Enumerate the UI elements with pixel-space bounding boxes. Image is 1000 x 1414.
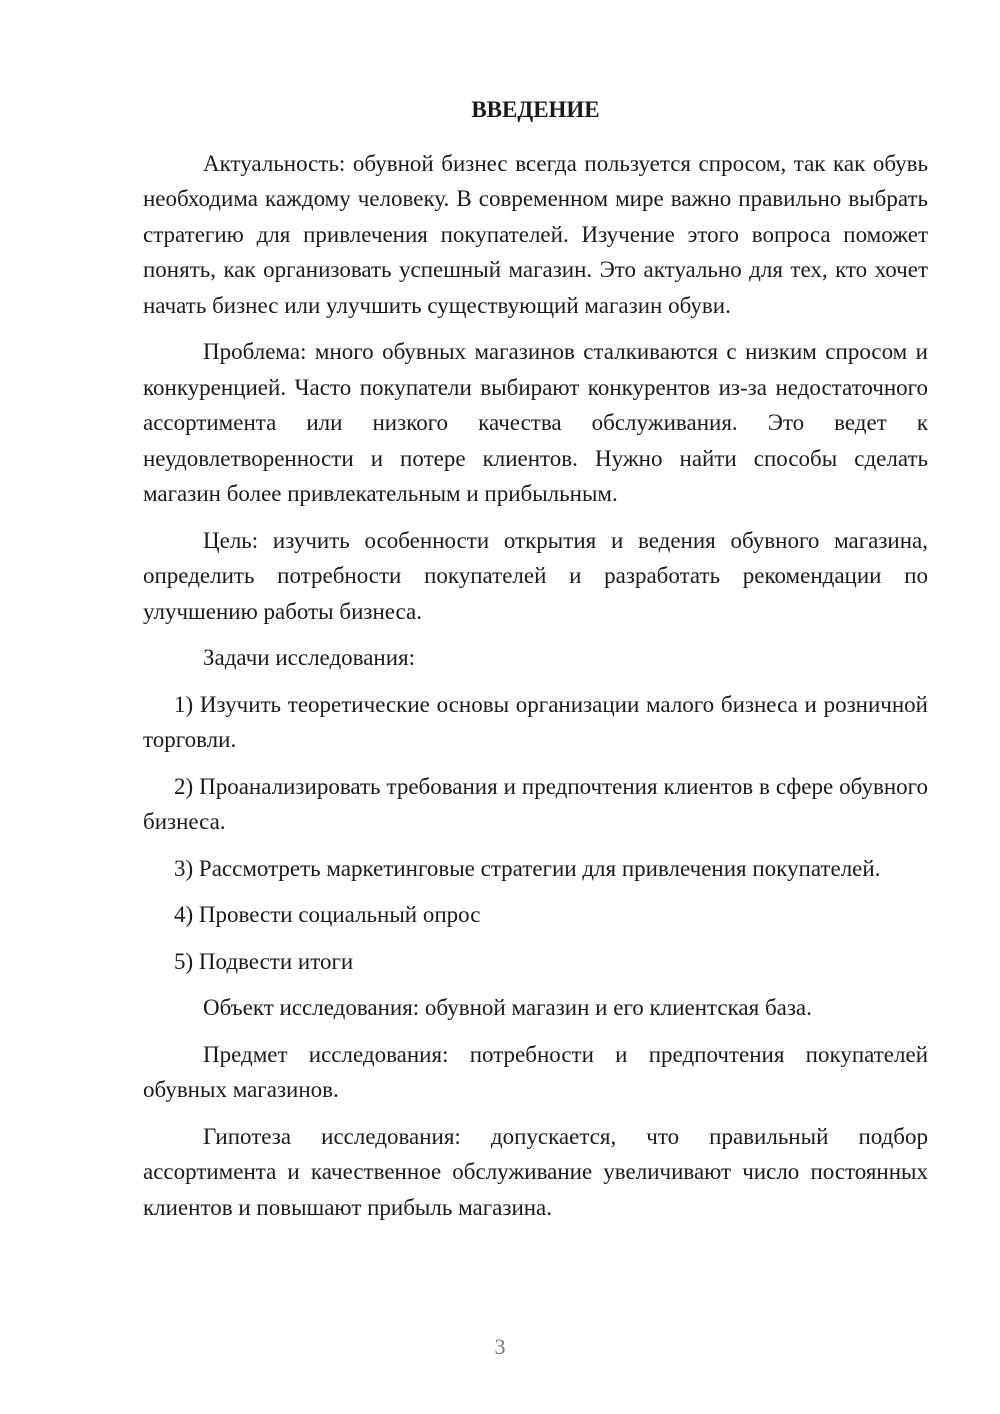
paragraph-goal: Цель: изучить особенности открытия и ведения обувного магазина, определить потребности покупателей и разработать рекомендации по улучшению работы бизнеса. [143, 527, 928, 624]
page-body [143, 92, 928, 1236]
task-item-3: 3) Рассмотреть маркетинговые стратегии для привлечения покупателей. [174, 855, 881, 881]
task-item-1: 1) Изучить теоретические основы организации малого бизнеса и розничной торговли. [143, 691, 928, 752]
task-item-2: 2) Проанализировать требования и предпочтения клиентов в сфере обувного бизнеса. [143, 773, 928, 834]
paragraph-object: Объект исследования: обувной магазин и его клиентская база. [203, 995, 812, 1020]
paragraph-problem: Проблема: много обувных магазинов сталкиваются с низким спросом и конкуренцией. Часто покупатели выбирают конкурентов из-за недостаточного ассортимента или низкого качества обслуживания. Это ведет к неудовлетворенности и потере клиентов. Нужно найти способы сделать магазин более привлекательным и прибыльным. [143, 339, 928, 506]
paragraph-subject: Предмет исследования: потребности и предпочтения покупателей обувных магазинов. [143, 1041, 928, 1102]
paragraph-hypothesis: Гипотеза исследования: допускается, что правильный подбор ассортимента и качественное обслуживание увеличивают число постоянных клиентов и повышают прибыль магазина. [143, 1123, 928, 1220]
paragraph-tasks-heading: Задачи исследования: [203, 645, 416, 670]
paragraph-relevance: Актуальность: обувной бизнес всегда пользуется спросом, так как обувь необходима каждому человеку. В современном мире важно правильно выбрать стратегию для привлечения покупателей. Изучение этого вопроса поможет понять, как организовать успешный магазин. Это актуально для тех, кто хочет начать бизнес или улучшить существующий магазин обуви. [143, 150, 928, 318]
task-item-5: 5) Подвести итоги [174, 948, 354, 974]
task-item-4: 4) Провести социальный опрос [174, 902, 481, 927]
page-title: ВВЕДЕНИЕ [471, 97, 600, 122]
page-number: 3 [494, 1334, 506, 1359]
